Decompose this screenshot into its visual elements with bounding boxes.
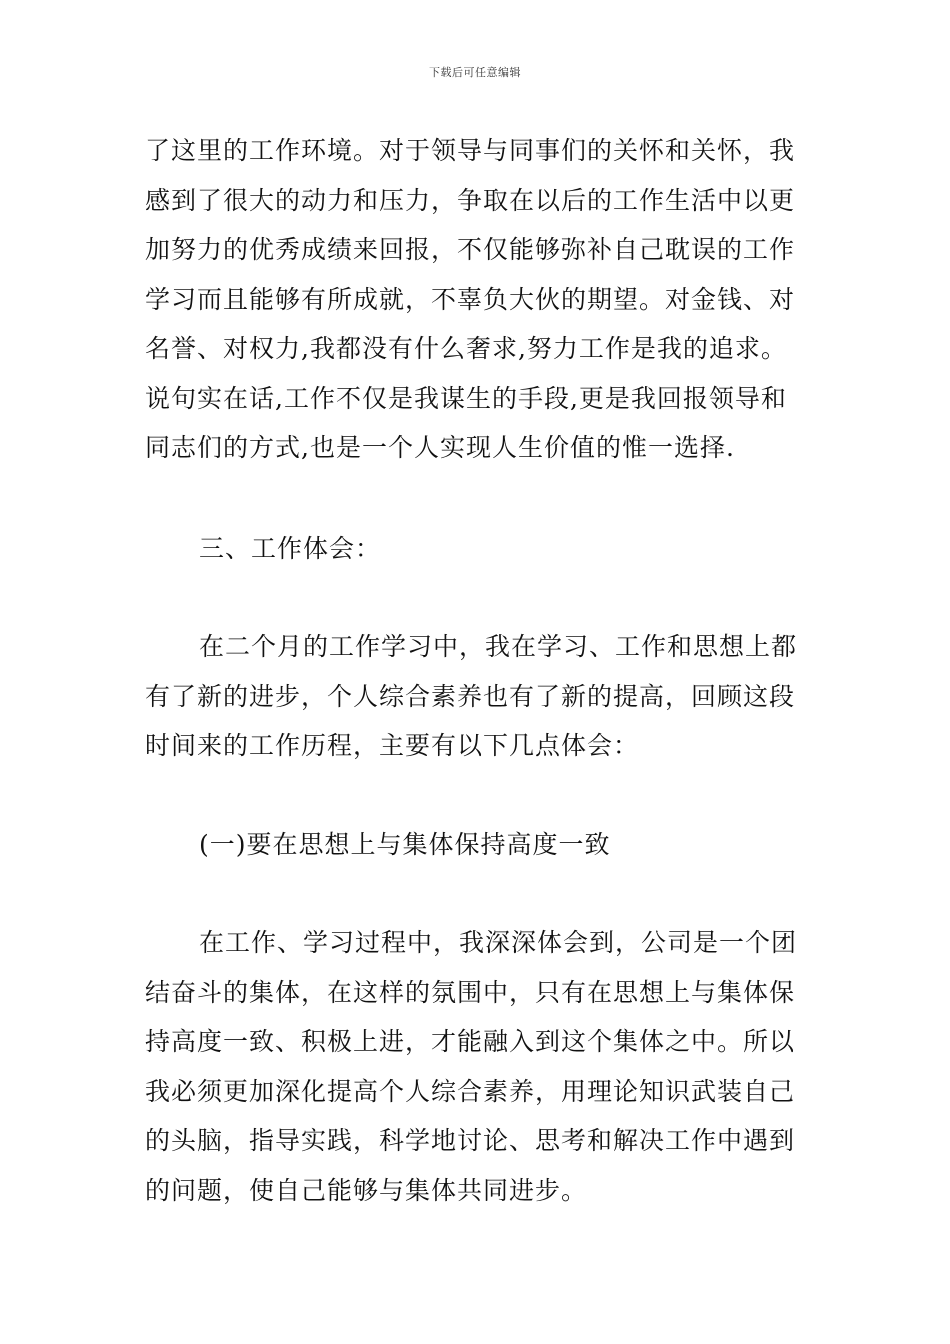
page-header: 下载后可任意编辑 bbox=[429, 66, 521, 79]
paragraph-reflection-1: 在工作、学习过程中，我深深体会到，公司是一个团结奋斗的集体，在这样的氛围中，只有在思想上与集体保持高度一致、积极上进，才能融入到这个集体之中。所以我必须更加深化提高个人综合素养，用理论知识武装自己的头脑，指导实践，科学地讨论、思考和解决工作中遇到的问题，使自己能够与集体共同进步。 bbox=[145, 928, 798, 1205]
subheading-1: (一)要在思想上与集体保持高度一致 bbox=[199, 830, 611, 859]
paragraph-continued: 了这里的工作环境。对于领导与同事们的关怀和关怀，我感到了很大的动力和压力，争取在以后的工作生活中以更加努力的优秀成绩来回报，不仅能够弥补自己耽误的工作学习而且能够有所成就，不辜负大伙的期望。对金钱、对名誉、对权力,我都没有什么奢求,努力工作是我的追求。说句实在话,工作不仅是我谋生的手段,更是我回报领导和同志们的方式,也是一个人实现人生价值的惟一选择. bbox=[145, 136, 796, 462]
section-heading-3: 三、工作体会： bbox=[199, 534, 382, 563]
paragraph-reflection-intro: 在二个月的工作学习中，我在学习、工作和思想上都有了新的进步，个人综合素养也有了新的提高，回顾这段时间来的工作历程，主要有以下几点体会： bbox=[145, 632, 798, 760]
